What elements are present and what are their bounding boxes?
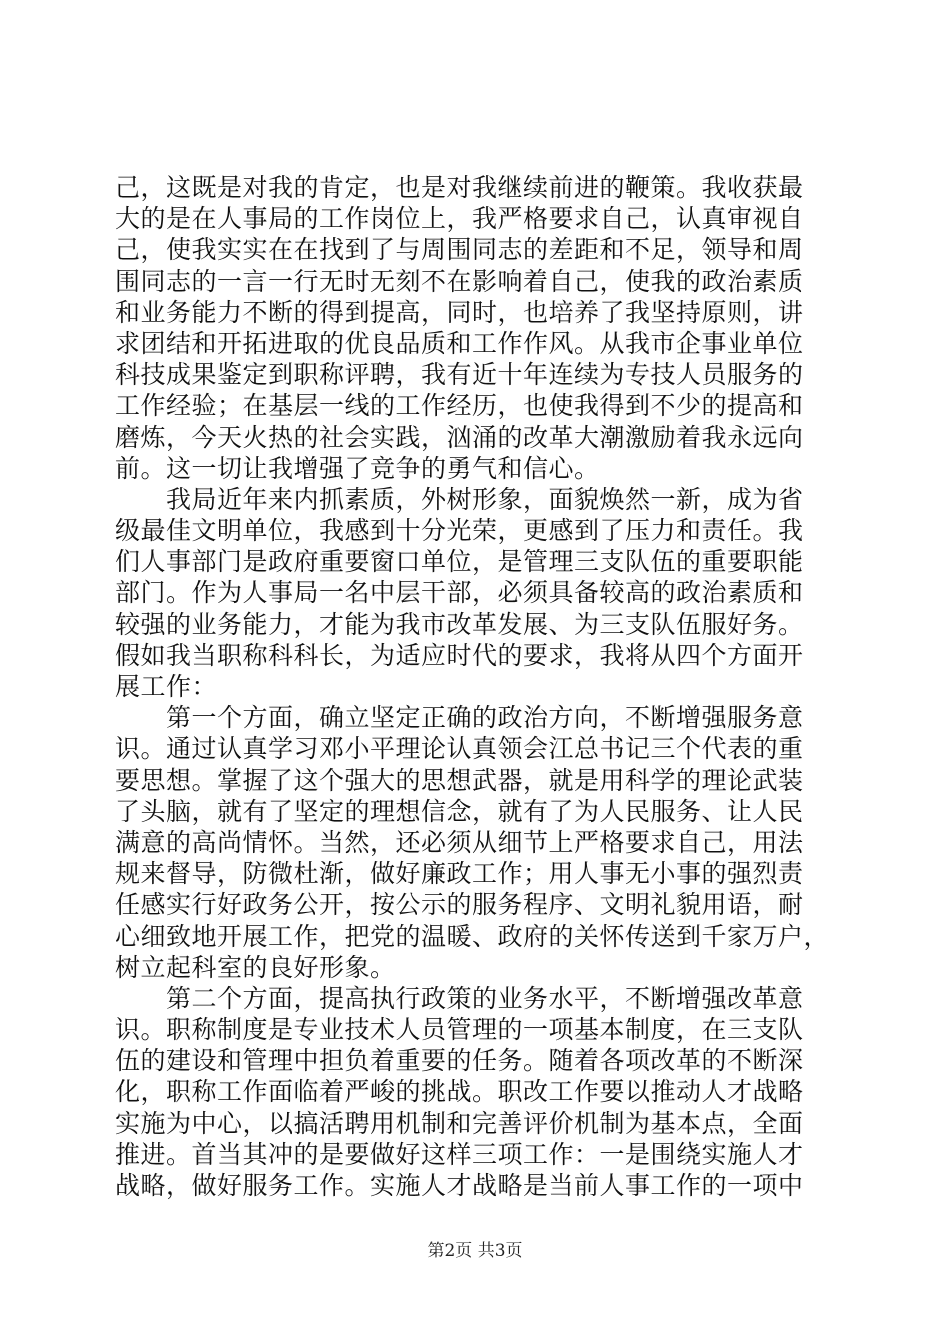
text-line: 第一个方面，确立坚定正确的政治方向，不断增强服务意 [115, 703, 804, 733]
text-line: 科技成果鉴定到职称评聘，我有近十年连续为专技人员服务的 [115, 360, 804, 390]
text-line: 较强的业务能力，才能为我市改革发展、为三支队伍服好务。 [115, 609, 804, 639]
text-line: 伍的建设和管理中担负着重要的任务。随着各项改革的不断深 [115, 1046, 804, 1076]
text-line: 围同志的一言一行无时无刻不在影响着自己，使我的政治素质 [115, 266, 804, 296]
text-line: 第二个方面，提高执行政策的业务水平，不断增强改革意 [115, 983, 804, 1013]
text-line: 实施为中心，以搞活聘用机制和完善评价机制为基本点，全面 [115, 1108, 804, 1138]
text-line: 规来督导，防微杜渐，做好廉政工作；用人事无小事的强烈责 [115, 859, 804, 889]
body-text [115, 172, 835, 1201]
text-line: 大的是在人事局的工作岗位上，我严格要求自己，认真审视自 [115, 204, 804, 234]
text-line: 假如我当职称科科长，为适应时代的要求，我将从四个方面开 [115, 640, 804, 670]
text-line: 要思想。掌握了这个强大的思想武器，就是用科学的理论武装 [115, 765, 804, 795]
text-line: 推进。首当其冲的是要做好这样三项工作：一是围绕实施人才 [115, 1139, 804, 1169]
text-line: 磨炼，今天火热的社会实践，汹涌的改革大潮激励着我永远向 [115, 422, 804, 452]
text-line: 识。职称制度是专业技术人员管理的一项基本制度，在三支队 [115, 1015, 804, 1045]
text-line: 己，使我实实在在找到了与周围同志的差距和不足，领导和周 [115, 235, 804, 265]
text-line: 满意的高尚情怀。当然，还必须从细节上严格要求自己，用法 [115, 827, 804, 857]
text-line: 了头脑，就有了坚定的理想信念，就有了为人民服务、让人民 [115, 796, 804, 826]
text-line: 展工作： [115, 672, 218, 701]
text-line: 们人事部门是政府重要窗口单位，是管理三支队伍的重要职能 [115, 547, 804, 577]
text-line: 战略，做好服务工作。实施人才战略是当前人事工作的一项中 [115, 1171, 804, 1200]
text-line: 前。这一切让我增强了竞争的勇气和信心。 [115, 453, 600, 483]
text-line: 任感实行好政务公开，按公示的服务程序、文明礼貌用语，耐 [115, 890, 804, 920]
text-line: 树立起科室的良好形象。 [115, 952, 396, 982]
text-line: 我局近年来内抓素质，外树形象，面貌焕然一新，成为省 [115, 484, 804, 514]
text-line: 识。通过认真学习邓小平理论认真领会江总书记三个代表的重 [115, 734, 804, 764]
text-line: 己，这既是对我的肯定，也是对我继续前进的鞭策。我收获最 [115, 173, 804, 202]
text-line: 部门。作为人事局一名中层干部，必须具备较高的政治素质和 [115, 578, 804, 608]
page-number-footer: 第2页 共3页 [427, 1241, 523, 1261]
text-line: 工作经验；在基层一线的工作经历，也使我得到不少的提高和 [115, 391, 804, 421]
text-line: 求团结和开拓进取的优良品质和工作作风。从我市企事业单位 [115, 328, 804, 358]
text-line: 和业务能力不断的得到提高，同时，也培养了我坚持原则，讲 [115, 297, 804, 327]
text-line: 化，职称工作面临着严峻的挑战。职改工作要以推动人才战略 [115, 1077, 804, 1107]
text-line: 心细致地开展工作，把党的温暖、政府的关怀传送到千家万户， [115, 921, 830, 951]
text-line: 级最佳文明单位，我感到十分光荣，更感到了压力和责任。我 [115, 516, 804, 546]
